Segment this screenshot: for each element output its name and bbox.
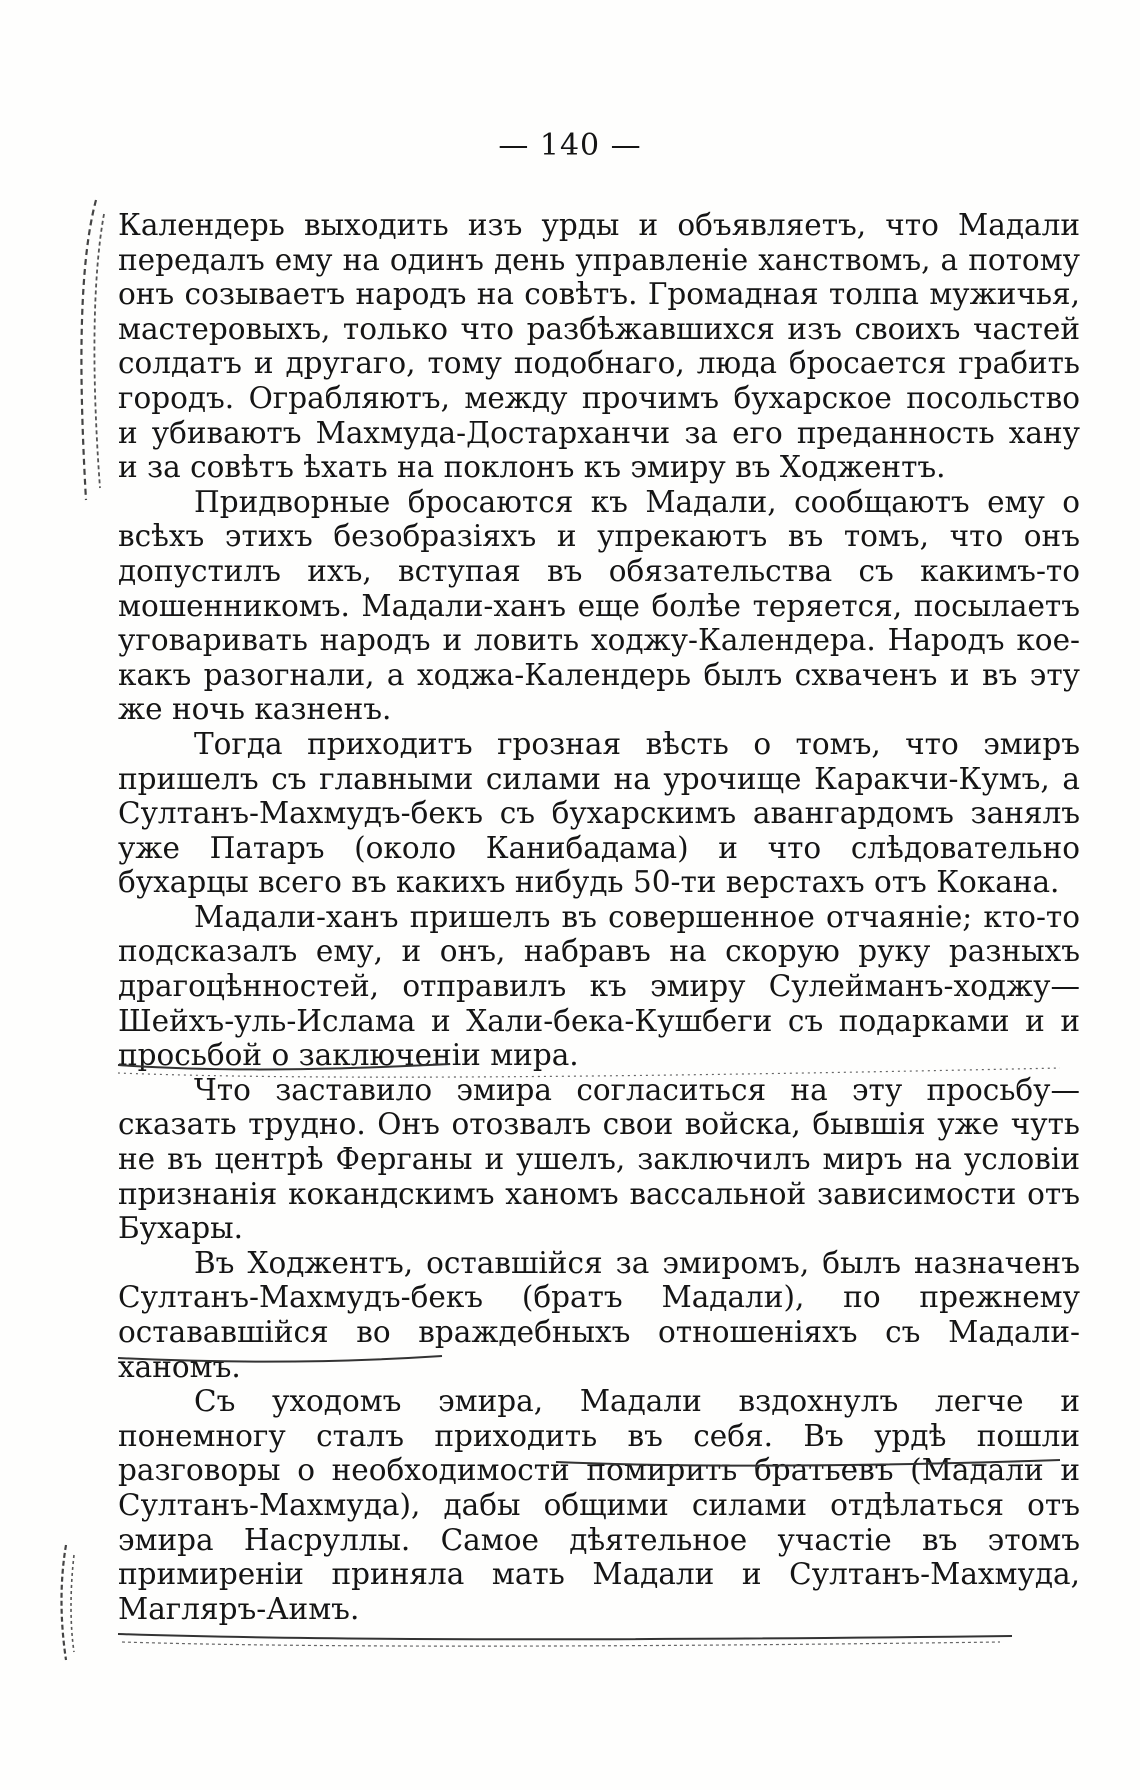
paragraph: Съ уходомъ эмира, Мадали вздохнулъ легче и понемногу сталъ приходить въ себя. Въ урдѣ пошли разговоры о необходимости помирить братьевъ (Мадали и Султанъ-Махмуда), дабы общими силами отдѣлаться отъ эмира Насруллы. Самое дѣятельное участіе въ этомъ примиреніи приняла мать Мадали и Султанъ-Махмуда, Магляръ-Аимъ. bbox=[118, 1384, 1080, 1626]
margin-bracket-bottom-2 bbox=[71, 1555, 74, 1652]
paragraph: Календерь выходить изъ урды и объявляетъ, что Мадали передалъ ему на одинъ день управленіе ханствомъ, а потому онъ созываетъ народъ на совѣтъ. Громадная толпа мужичья, мастеровыхъ, только что разбѣжавшихся изъ своихъ частей солдатъ и другаго, тому подобнаго, люда бросается грабить городъ. Ограбляютъ, между прочимъ бухарское посольство и убиваютъ Махмуда-Достарханчи за его преданность хану и за совѣтъ ѣхать на поклонъ къ эмиру въ Ходжентъ. bbox=[118, 208, 1080, 485]
margin-bracket-top bbox=[81, 200, 96, 500]
paragraph: Что заставило эмира согласиться на эту просьбу— сказать трудно. Онъ отозвалъ свои войска, бывшія уже чуть не въ центрѣ Ферганы и ушелъ, заключилъ миръ на условіи признанія кокандскимъ ханомъ вассальной зависимости отъ Бухары. bbox=[118, 1072, 1080, 1246]
underline-last-line bbox=[118, 1634, 1012, 1639]
body-text bbox=[118, 208, 1080, 1626]
paragraph: Тогда приходитъ грозная вѣсть о томъ, что эмиръ пришелъ съ главными силами на урочище Каракчи-Кумъ, а Султанъ-Махмудъ-бекъ съ бухарскимъ авангардомъ занялъ уже Патаръ (около Канибадама) и что слѣдовательно бухарцы всего въ какихъ нибудь 50-ти верстахъ отъ Кокана. bbox=[118, 726, 1080, 900]
paragraph: Мадали-ханъ пришелъ въ совершенное отчаяніе; кто-то подсказалъ ему, и онъ, набравъ на скорую руку разныхъ драгоцѣнностей, отправилъ къ эмиру Сулейманъ-ходжу— Шейхъ-уль-Ислама и Хали-бека-Кушбеги съ подарками и и просьбой о заключеніи мира. bbox=[118, 899, 1080, 1073]
paragraph: Въ Ходжентъ, оставшійся за эмиромъ, былъ назначенъ Султанъ-Махмудъ-бекъ (братъ Мадали), по прежнему остававшійся во враждебныхъ отношеніяхъ съ Мадали-ханомъ. bbox=[118, 1245, 1080, 1384]
page-number: — 140 — bbox=[498, 128, 642, 163]
margin-bracket-top-2 bbox=[94, 214, 104, 488]
underline-last-line-2 bbox=[122, 1642, 1000, 1646]
margin-bracket-bottom bbox=[62, 1545, 67, 1660]
paragraph: Придворные бросаются къ Мадали, сообщаютъ ему о всѣхъ этихъ безобразіяхъ и упрекаютъ въ томъ, что онъ допустилъ ихъ, вступая въ обязательства съ какимъ-то мошенникомъ. Мадали-ханъ еще болѣе теряется, посылаетъ уговаривать народъ и ловить ходжу-Календера. Народъ кое-какъ разогнали, а ходжа-Календерь былъ схваченъ и въ эту же ночь казненъ. bbox=[118, 484, 1080, 727]
